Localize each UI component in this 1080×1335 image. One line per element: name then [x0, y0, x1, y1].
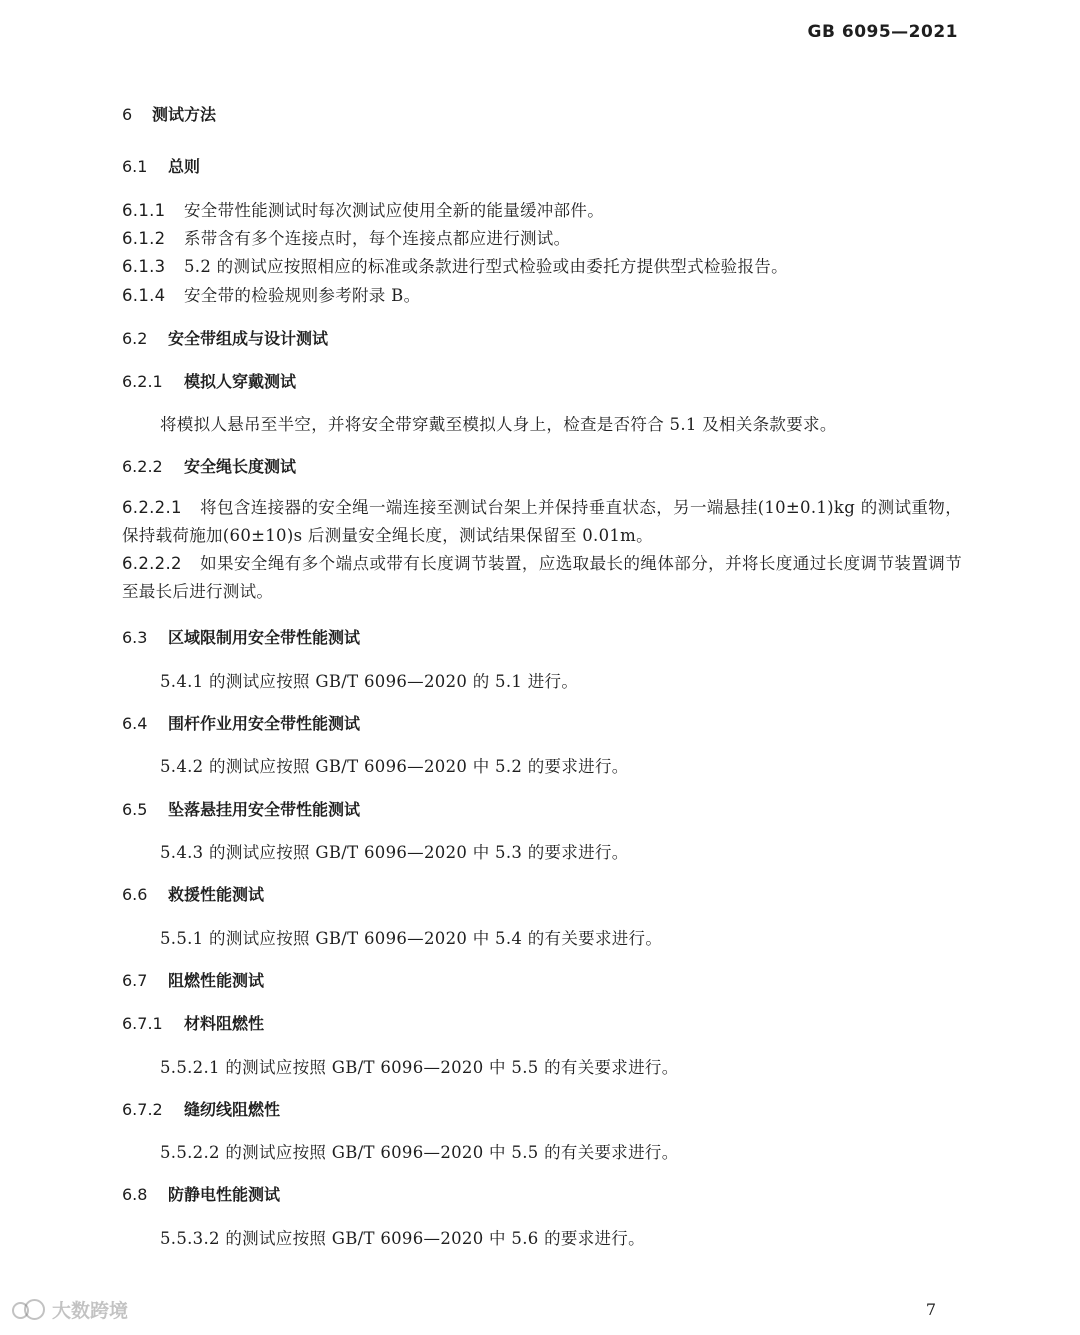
- paragraph: 5.5.2.2 的测试应按照 GB/T 6096—2020 中 5.5 的有关要求进行。: [160, 1143, 679, 1162]
- paragraph: 5.5.2.1 的测试应按照 GB/T 6096—2020 中 5.5 的有关要求进行。: [160, 1058, 679, 1077]
- section-heading: [122, 882, 264, 905]
- section-title: 防静电性能测试: [168, 1185, 281, 1204]
- section-number: 6.6: [122, 885, 148, 904]
- section-number: 6.7.2: [122, 1100, 163, 1119]
- clause-text: 将包含连接器的安全绳一端连接至测试台架上并保持垂直状态，另一端悬挂(10±0.1)kg 的测试重物，保持载荷施加(60±10)s 后测量安全绳长度，测试结果保留至 0.01m。: [122, 498, 962, 545]
- clause-text: 如果安全绳有多个端点或带有长度调节装置，应选取最长的绳体部分，并将长度通过长度调节装置调节至最长后进行测试。: [122, 554, 962, 601]
- clause-number: 6.2.2.1: [122, 498, 182, 517]
- section-heading: [122, 102, 216, 125]
- section-heading: [122, 1097, 280, 1120]
- section-number: 6: [122, 105, 133, 124]
- clause: [122, 282, 420, 306]
- section-number: 6.1: [122, 157, 148, 176]
- section-title: 围杆作业用安全带性能测试: [168, 714, 361, 733]
- section-title: 救援性能测试: [168, 885, 265, 904]
- section-title: 材料阻燃性: [184, 1014, 265, 1033]
- paragraph: 5.4.2 的测试应按照 GB/T 6096—2020 中 5.2 的要求进行。: [160, 757, 629, 776]
- clause-number: 6.1.3: [122, 257, 166, 276]
- section-title: 坠落悬挂用安全带性能测试: [168, 800, 361, 819]
- section-number: 6.4: [122, 714, 148, 733]
- clause-text: 安全带的检验规则参考附录 B。: [184, 286, 421, 305]
- clause: [122, 253, 788, 277]
- clause: [122, 197, 604, 221]
- section-number: 6.2.1: [122, 372, 163, 391]
- section-heading: [122, 154, 200, 177]
- section-title: 缝纫线阻燃性: [184, 1100, 281, 1119]
- paragraph: 5.4.3 的测试应按照 GB/T 6096—2020 中 5.3 的要求进行。: [160, 843, 629, 862]
- watermark-text: 大数跨境: [52, 1300, 129, 1322]
- section-title: 区域限制用安全带性能测试: [168, 628, 361, 647]
- section-heading: [122, 1011, 264, 1034]
- section-number: 6.2.2: [122, 457, 163, 476]
- section-number: 6.7: [122, 971, 148, 990]
- section-number: 6.3: [122, 628, 148, 647]
- watermark: [12, 1296, 128, 1323]
- clause-text: 5.2 的测试应按照相应的标准或条款进行型式检验或由委托方提供型式检验报告。: [184, 257, 788, 276]
- section-heading: [122, 797, 360, 820]
- section-title: 安全绳长度测试: [184, 457, 297, 476]
- clause-number: 6.1.1: [122, 201, 166, 220]
- clause-number: 6.1.2: [122, 229, 166, 248]
- page-number: 7: [925, 1300, 936, 1319]
- section-heading: [122, 369, 296, 392]
- paragraph: 5.5.3.2 的测试应按照 GB/T 6096—2020 中 5.6 的要求进行。: [160, 1229, 645, 1248]
- clause-number: 6.1.4: [122, 286, 166, 305]
- section-title: 总则: [168, 157, 201, 176]
- section-number: 6.5: [122, 800, 148, 819]
- paragraph: 5.4.1 的测试应按照 GB/T 6096—2020 的 5.1 进行。: [160, 672, 579, 691]
- section-heading: [122, 454, 296, 477]
- clause: [122, 494, 962, 550]
- section-number: 6.7.1: [122, 1014, 163, 1033]
- section-heading: [122, 968, 264, 991]
- clause: [122, 550, 962, 606]
- section-title: 模拟人穿戴测试: [184, 372, 297, 391]
- section-number: 6.2: [122, 329, 148, 348]
- clause-text: 系带含有多个连接点时，每个连接点都应进行测试。: [184, 229, 571, 248]
- clause-number: 6.2.2.2: [122, 554, 182, 573]
- section-title: 安全带组成与设计测试: [168, 329, 329, 348]
- standard-id: GB 6095—2021: [807, 22, 958, 42]
- section-title: 测试方法: [152, 105, 217, 124]
- section-heading: [122, 625, 360, 648]
- clause-text: 安全带性能测试时每次测试应使用全新的能量缓冲部件。: [184, 201, 604, 220]
- section-title: 阻燃性能测试: [168, 971, 265, 990]
- paragraph: 将模拟人悬吊至半空，并将安全带穿戴至模拟人身上，检查是否符合 5.1 及相关条款要求。: [160, 415, 837, 434]
- section-heading: [122, 1182, 280, 1205]
- section-heading: [122, 711, 360, 734]
- section-number: 6.8: [122, 1185, 148, 1204]
- section-heading: [122, 326, 328, 349]
- paragraph: 5.5.1 的测试应按照 GB/T 6096—2020 中 5.4 的有关要求进行。: [160, 929, 663, 948]
- clause: [122, 225, 570, 249]
- watermark-logo-icon: [12, 1299, 46, 1321]
